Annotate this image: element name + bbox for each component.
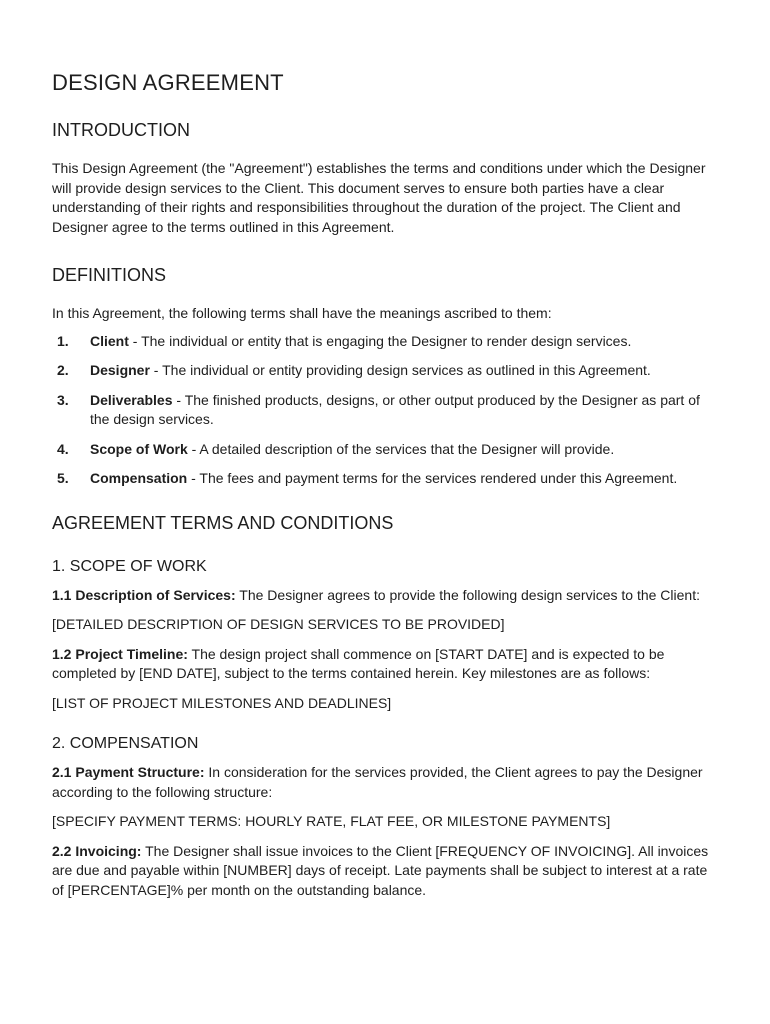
definition-number: 2. xyxy=(57,362,69,378)
definition-term: Client xyxy=(90,332,129,349)
clause-text: The Designer agrees to provide the following design services to the Client: xyxy=(235,586,700,603)
scope-of-work-heading: 1. SCOPE OF WORK xyxy=(52,557,207,575)
definition-item xyxy=(52,361,718,381)
definitions-section xyxy=(52,265,718,489)
clause-label: 2.1 Payment Structure: xyxy=(52,764,205,780)
clause-1-1 xyxy=(52,586,718,606)
definition-text: - The finished products, designs, or other output produced by the Designer as part of the design services. xyxy=(90,391,700,427)
clause-1-2 xyxy=(52,645,718,684)
compensation-section xyxy=(52,735,718,900)
definition-term: Compensation xyxy=(90,470,188,486)
definition-item xyxy=(52,440,718,460)
clause-label: 1.1 Description of Services: xyxy=(52,586,236,603)
definition-text: - The individual or entity that is engaging the Designer to render design services. xyxy=(128,332,632,349)
definition-text: - A detailed description of the services that the Designer will provide. xyxy=(187,440,615,457)
clause-text: In consideration for the services provided, the Client agrees to pay the Designer according to the following structure: xyxy=(52,764,703,800)
definition-number: 4. xyxy=(57,440,69,457)
scope-of-work-section xyxy=(52,558,718,714)
definitions-intro: In this Agreement, the following terms shall have the meanings ascribed to them: xyxy=(52,305,552,321)
clause-text: The Designer shall issue invoices to the Client [FREQUENCY OF INVOICING]. All invoices are due and payable within [NUMBER] days of receipt. Late payments shall be subject to interest at a rate of [PERCENTAGE]% per month on the outstanding balance. xyxy=(52,842,709,898)
definition-term: Deliverables xyxy=(90,391,173,408)
definition-item xyxy=(52,391,718,430)
definitions-list xyxy=(52,332,718,489)
definition-item xyxy=(52,469,718,489)
introduction-heading: INTRODUCTION xyxy=(52,120,190,140)
definition-text: - The fees and payment terms for the services rendered under this Agreement. xyxy=(187,470,678,486)
clause-label: 2.2 Invoicing: xyxy=(52,842,142,859)
definition-number: 3. xyxy=(57,391,69,408)
clause-label: 1.2 Project Timeline: xyxy=(52,645,188,662)
services-placeholder: [DETAILED DESCRIPTION OF DESIGN SERVICES TO BE PROVIDED] xyxy=(52,616,505,632)
payment-terms-placeholder: [SPECIFY PAYMENT TERMS: HOURLY RATE, FLAT FEE, OR MILESTONE PAYMENTS] xyxy=(52,813,611,829)
definition-text: - The individual or entity providing design services as outlined in this Agreement. xyxy=(149,362,651,378)
clause-2-1 xyxy=(52,763,718,802)
terms-heading: AGREEMENT TERMS AND CONDITIONS xyxy=(52,512,394,533)
definitions-heading: DEFINITIONS xyxy=(52,265,167,285)
compensation-heading: 2. COMPENSATION xyxy=(52,735,199,752)
definition-term: Scope of Work xyxy=(90,440,188,457)
definition-item xyxy=(52,332,718,352)
terms-section xyxy=(52,513,718,901)
milestones-placeholder: [LIST OF PROJECT MILESTONES AND DEADLINES] xyxy=(52,694,392,711)
definition-number: 1. xyxy=(57,332,69,349)
clause-text: The design project shall commence on [START DATE] and is expected to be completed by [END DATE], subject to the terms contained herein. Key milestones are as follows: xyxy=(52,645,665,681)
definition-term: Designer xyxy=(90,362,150,378)
introduction-section xyxy=(52,120,718,237)
document-title: DESIGN AGREEMENT xyxy=(52,70,284,95)
introduction-text: This Design Agreement (the "Agreement") establishes the terms and conditions under which the Designer will provide design services to the Client. This document serves to ensure both parties have a clear understanding of their rights and responsibilities throughout the duration of the project. The Client and Designer agree to the terms outlined in this Agreement. xyxy=(52,160,706,235)
definition-number: 5. xyxy=(57,470,69,486)
clause-2-2 xyxy=(52,842,718,901)
